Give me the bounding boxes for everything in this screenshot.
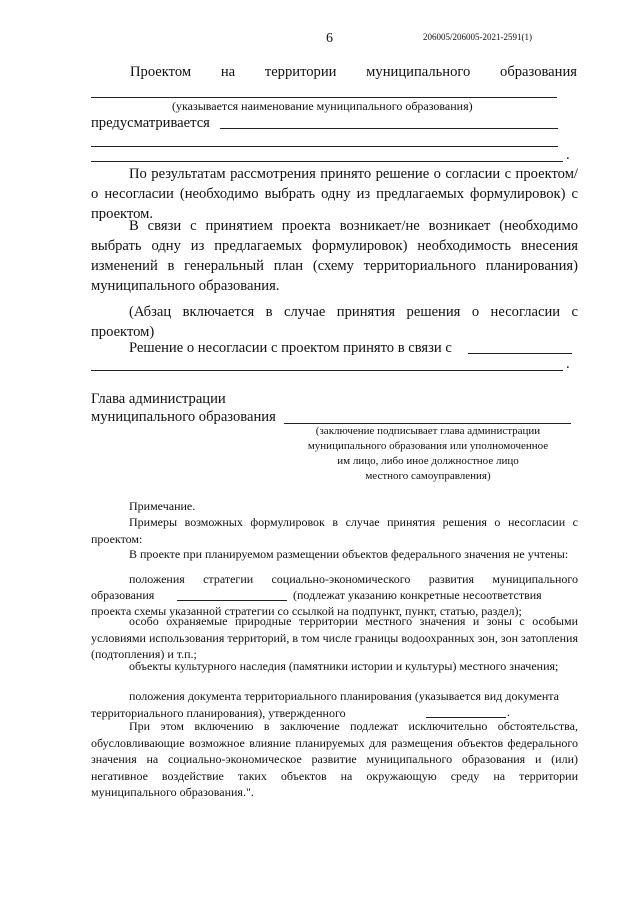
note-item-2b-pre: образования: [91, 588, 155, 602]
head-title-2: муниципального образования: [91, 409, 276, 425]
note-item-3: особо охраняемые природные территории местного значения и зоны с особыми условиями использования территорий, в том числе границы водоохранных зон, зон затопления (подтопления) и т.п.;: [91, 614, 578, 661]
note-item-2b-post: (подлежат указанию конкретные несоответствия: [293, 588, 542, 602]
disagree-blank-1[interactable]: [468, 353, 572, 354]
disagree-label: Решение о несогласии с проектом принято в связи с: [129, 340, 452, 356]
period: .: [566, 147, 570, 163]
disagree-blank-2[interactable]: [91, 370, 563, 371]
note-title: Примечание.: [129, 499, 196, 513]
page-number: 6: [326, 31, 333, 46]
note-item-1: В проекте при планируемом размещении объектов федерального значения не учтены:: [129, 547, 569, 561]
mo-blank-note[interactable]: [177, 600, 287, 601]
project-word: образования: [500, 64, 577, 80]
sign-note-1: (заключение подписывает глава администрации: [315, 425, 541, 437]
project-word: муниципального: [366, 64, 471, 80]
provides-blank-3[interactable]: [91, 161, 563, 162]
note-item-5-end: .: [507, 705, 510, 719]
note-item-5: положения документа территориального планирования (указывается вид документа территориального планирования), утвержденного: [91, 689, 559, 720]
project-word: территории: [264, 64, 337, 80]
period: .: [566, 356, 570, 372]
note-intro: Примеры возможных формулировок в случае принятия решения о несогласии с проектом:: [91, 515, 578, 546]
note-item-2c: проекта схемы указанной стратегии со ссылкой на подпункт, пункт, статью, раздел);: [91, 604, 522, 618]
note-item-4: объекты культурного наследия (памятники истории и культуры) местного значения;: [129, 659, 559, 673]
head-title-1: Глава администрации: [91, 391, 226, 407]
result-paragraph: По результатам рассмотрения принято решение о согласии с проектом/о несогласии (необходимо выбрать одну из предлагаемых формулировок) с проектом.: [91, 166, 578, 222]
sign-note-4: местного самоуправления): [365, 470, 491, 482]
note-item-6: При этом включению в заключение подлежат исключительно обстоятельства, обусловливающие возможное влияние планируемых для размещения объектов федерального значения на социально-экономическое развитие муниципального образования и (или) негативное воздействие таких объектов на окружающую среду на территории муниципального образования.".: [91, 719, 578, 799]
project-word: на: [220, 64, 236, 80]
provides-blank-1[interactable]: [220, 128, 558, 129]
provides-label: предусматривается: [91, 115, 210, 131]
provides-blank-2[interactable]: [91, 146, 558, 147]
document-id: 206005/206005-2021-2591(1): [423, 32, 532, 42]
connection-paragraph: В связи с принятием проекта возникает/не возникает (необходимо выбрать одну из предлагаемых формулировок) необходимость внесения изменений в генеральный план (схему территориального планирования) муниципального образования.: [91, 218, 578, 294]
note-item-2a: положения стратегии социально-экономического развития муниципального: [129, 572, 578, 586]
abzac-note: (Абзац включается в случае принятия решения о несогласии с проектом): [91, 304, 578, 340]
sign-note-3: им лицо, либо иное должностное лицо: [337, 455, 519, 467]
project-word: Проектом: [130, 64, 192, 80]
project-line: [130, 62, 577, 82]
sign-note-2: муниципального образования или уполномоченное: [307, 440, 549, 452]
mo-hint: (указывается наименование муниципального образования): [172, 99, 473, 113]
